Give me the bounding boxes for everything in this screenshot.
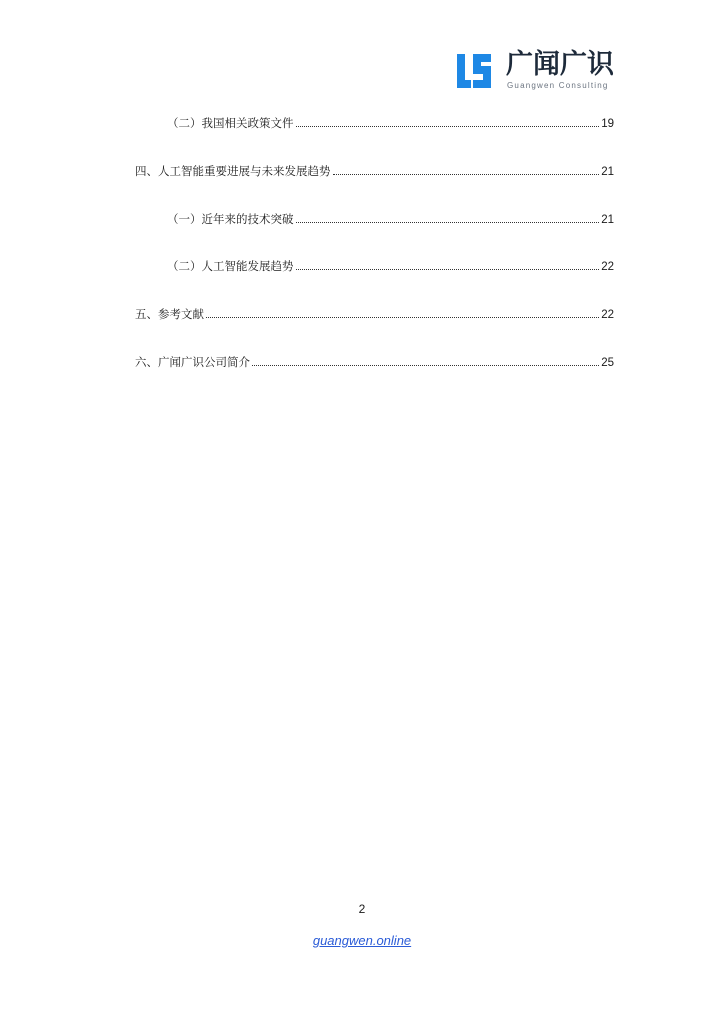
toc-entry-page: 25 — [601, 357, 614, 369]
toc-entry-page: 22 — [601, 261, 614, 273]
toc-entry-label: 六、广闻广识公司简介 — [135, 355, 250, 369]
toc-entry-page: 21 — [601, 214, 614, 226]
guangwen-logo-icon — [453, 50, 495, 92]
toc-entry-label: 四、人工智能重要进展与未来发展趋势 — [135, 164, 331, 178]
page-number: 2 — [358, 902, 366, 916]
toc-leader-dots — [206, 316, 599, 318]
toc-entry[interactable] — [167, 259, 614, 274]
toc-entry[interactable] — [167, 116, 614, 131]
toc-leader-dots — [333, 173, 600, 175]
toc-leader-dots — [296, 125, 600, 127]
toc-entry-label: （一）近年来的技术突破 — [167, 212, 294, 226]
toc-entry-label: 五、参考文献 — [135, 307, 204, 321]
toc-entry[interactable] — [135, 164, 614, 179]
toc-leader-dots — [252, 364, 599, 366]
brand-subtitle: Guangwen Consulting — [507, 81, 609, 90]
toc-entry-label: （二）我国相关政策文件 — [167, 116, 294, 130]
toc-leader-dots — [296, 268, 600, 270]
toc-entry-page: 19 — [601, 118, 614, 130]
toc-entry[interactable] — [135, 355, 614, 370]
toc-entry[interactable] — [167, 212, 614, 227]
website-link[interactable]: guangwen.online — [312, 933, 412, 948]
toc-entry-page: 21 — [601, 166, 614, 178]
toc-entry-label: （二）人工智能发展趋势 — [167, 259, 294, 273]
brand-name: 广闻广识 — [506, 49, 614, 80]
toc-leader-dots — [296, 221, 600, 223]
toc-entry-page: 22 — [601, 309, 614, 321]
brand-logo — [453, 48, 623, 98]
toc-entry[interactable] — [135, 307, 614, 322]
